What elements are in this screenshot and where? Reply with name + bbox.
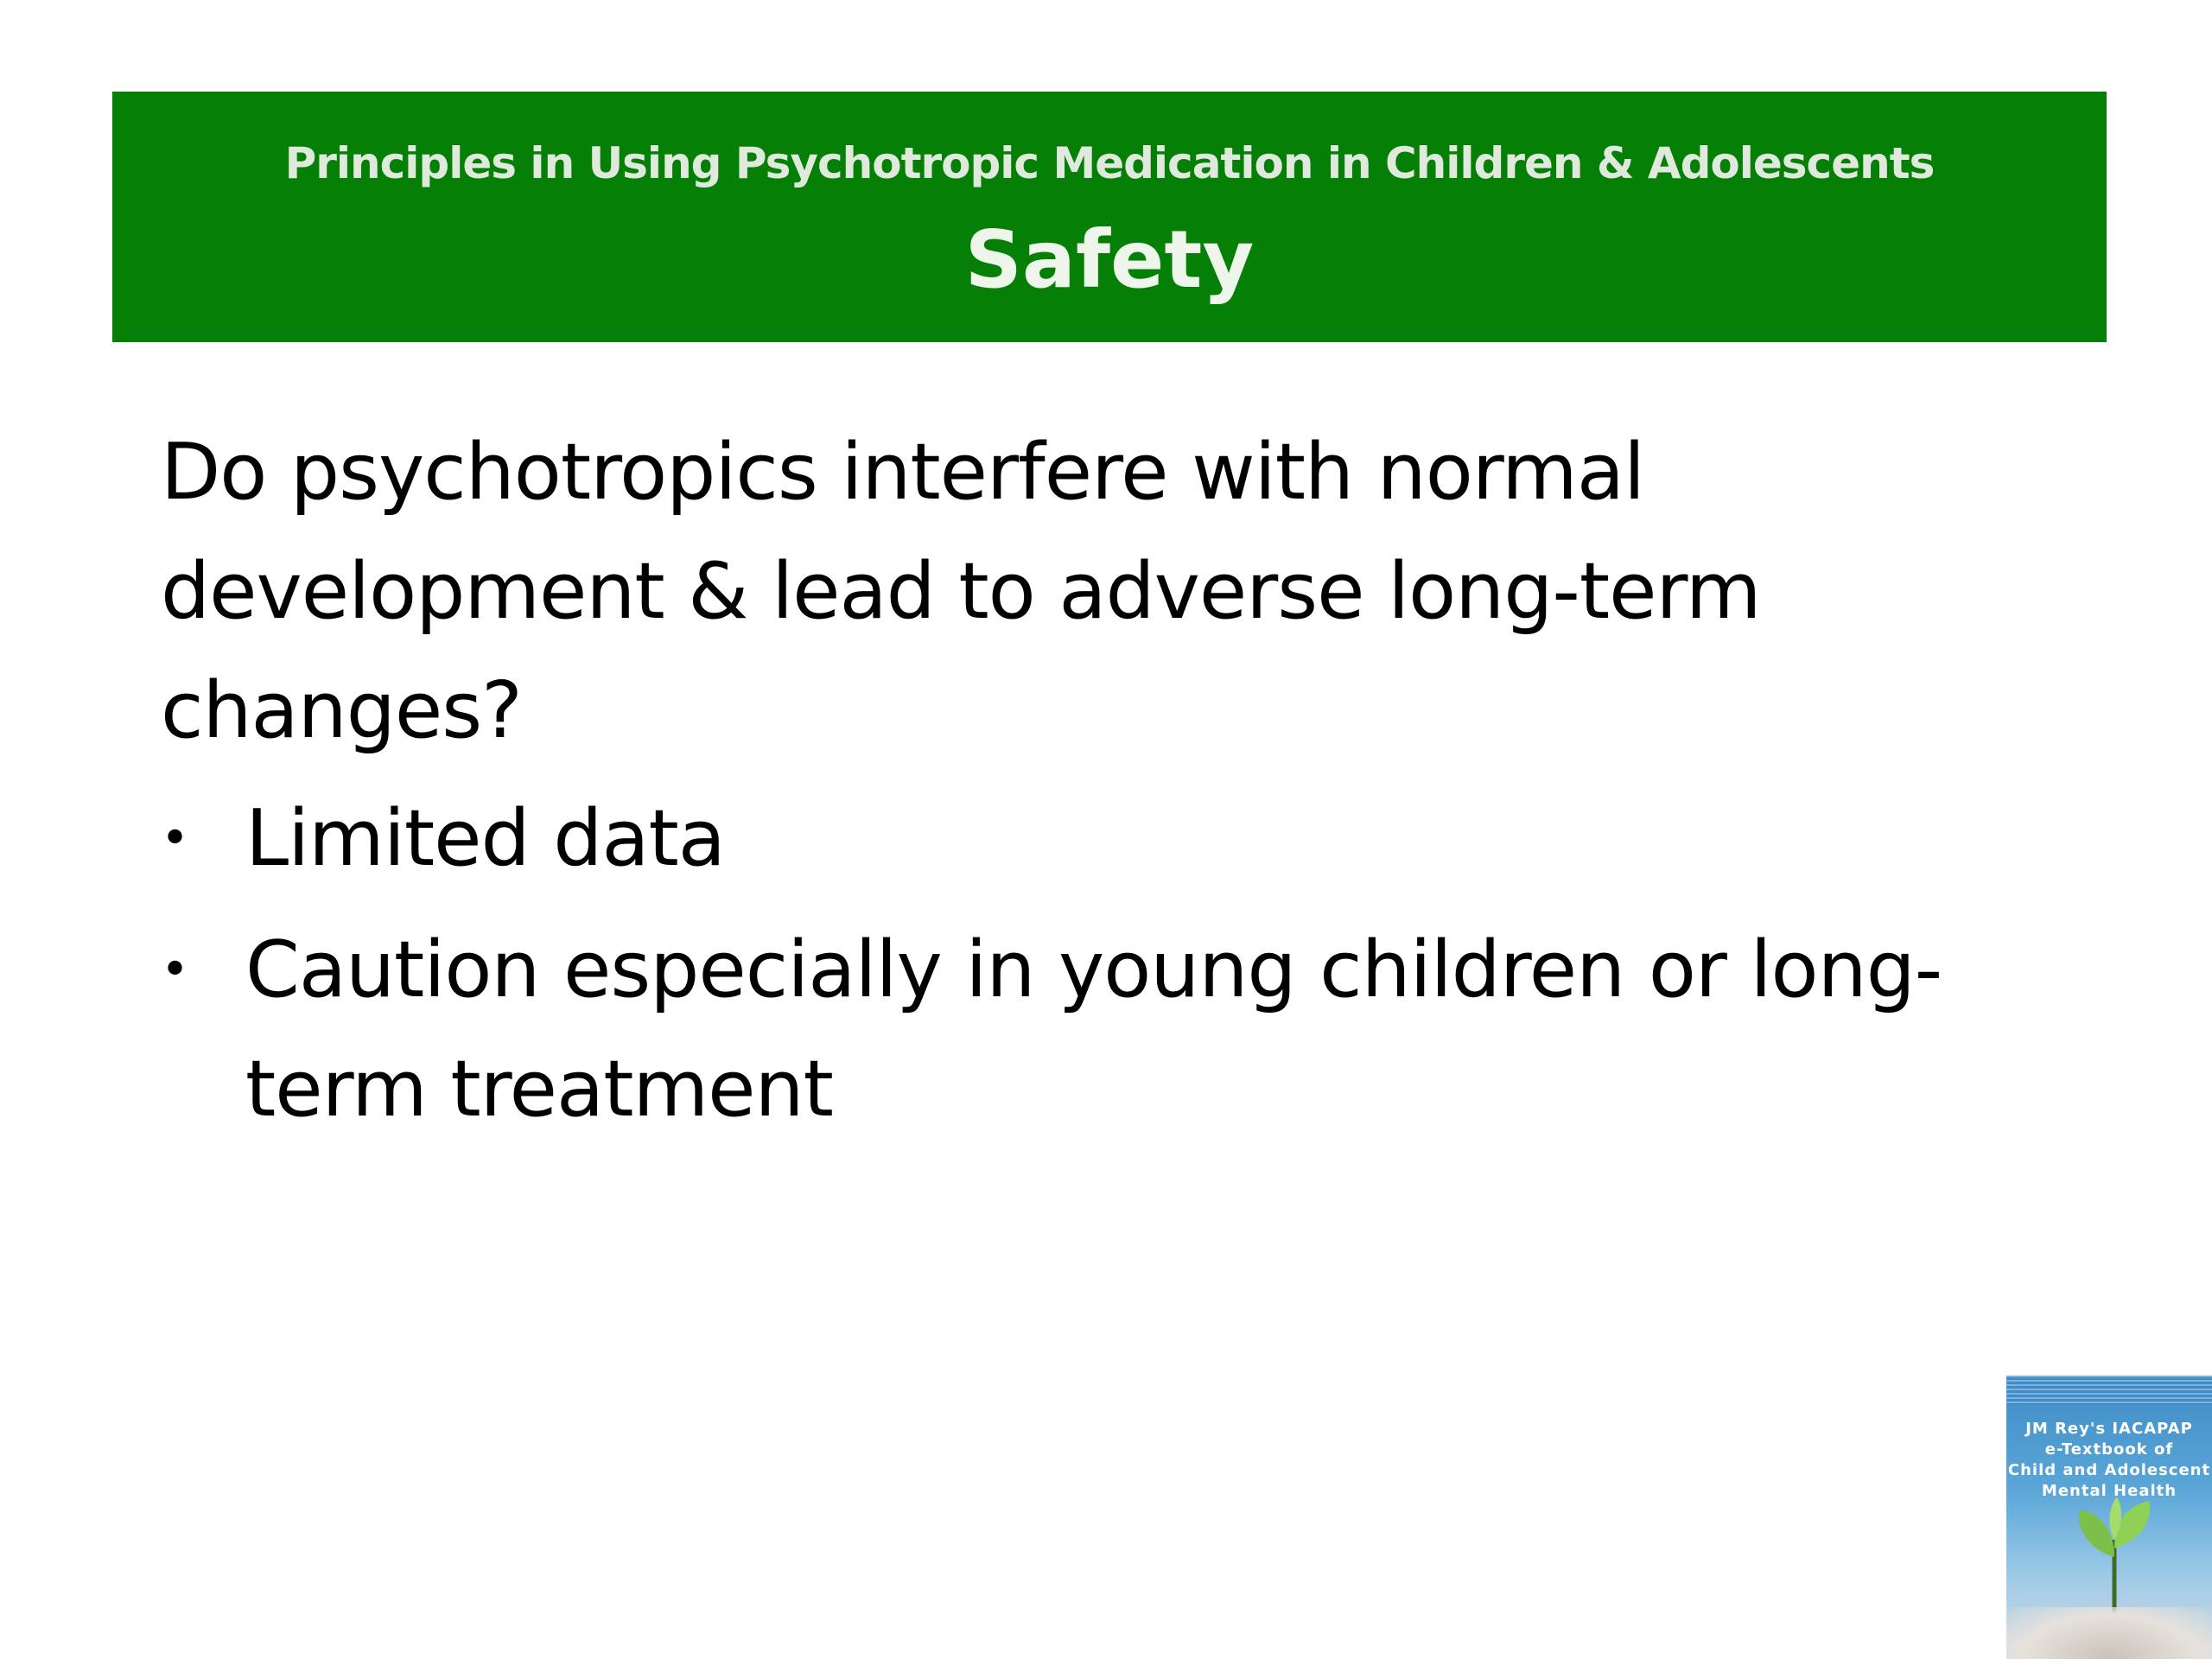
bullet-text: Limited data — [245, 793, 725, 884]
question-text: Do psychotropics interfere with normal development & lead to adverse long-term changes? — [161, 427, 1761, 756]
cover-header-strip — [2006, 1376, 2212, 1405]
bullet-list — [161, 779, 2062, 1149]
bullet-dot-icon: • — [161, 810, 189, 867]
slide-content — [161, 413, 2062, 1161]
slide-title: Safety — [964, 213, 1255, 306]
slide-subtitle: Principles in Using Psychotropic Medication in Children & Adolescents — [284, 138, 1935, 188]
bullet-dot-icon: • — [161, 942, 189, 998]
bullet-item — [161, 911, 2062, 1149]
bullet-item — [161, 779, 2062, 899]
bullet-text: Caution especially in young children or long-term treatment — [245, 925, 1942, 1135]
textbook-cover-image — [2006, 1376, 2212, 1659]
title-banner — [112, 92, 2107, 342]
cover-hands — [2006, 1607, 2212, 1659]
cover-title: JM Rey's IACAPAP e-Textbook of Child and Adolescent Mental Health — [2007, 1420, 2211, 1500]
